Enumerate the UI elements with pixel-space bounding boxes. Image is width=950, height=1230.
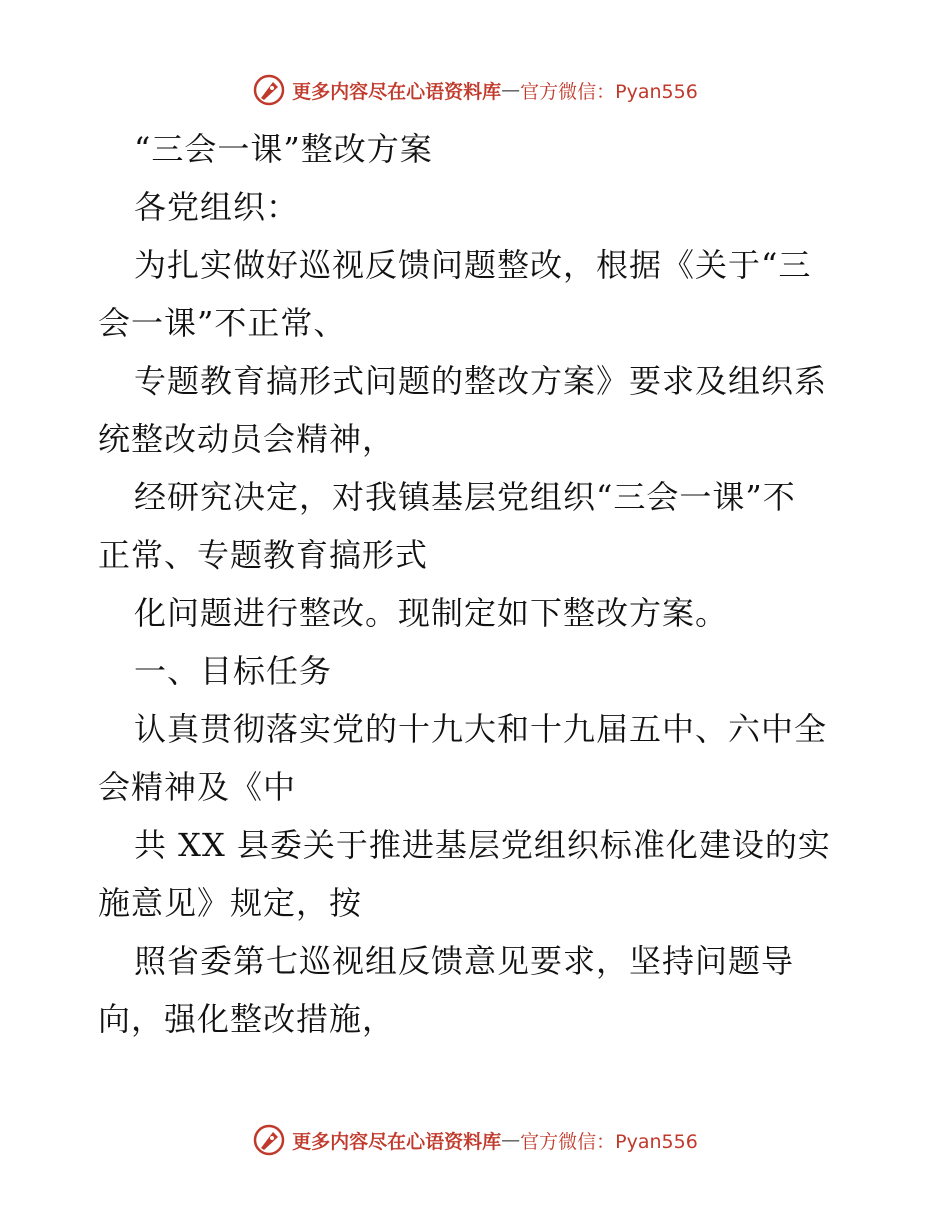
pen-nib-logo-icon	[252, 1123, 286, 1157]
text-line: 照省委第七巡视组反馈意见要求，坚持问题导	[134, 942, 795, 980]
text-line: 共 XX 县委关于推进基层党组织标准化建设的实	[134, 826, 831, 864]
text-line: 化问题进行整改。现制定如下整改方案。	[134, 594, 729, 632]
watermark-separator: —	[501, 1129, 521, 1151]
document-title: “三会一课”整改方案	[134, 130, 433, 168]
document-body	[98, 120, 868, 1048]
text-line: 统整改动员会精神，	[98, 420, 396, 458]
text-line: 向，强化整改措施，	[98, 1000, 396, 1038]
watermark-separator: —	[501, 79, 521, 101]
text-line: 会一课”不正常、	[98, 304, 347, 342]
watermark-brand: 更多内容尽在心语资料库	[292, 80, 502, 103]
text-line: 为扎实做好巡视反馈问题整改，根据《关于“三	[134, 246, 812, 284]
text-line: 正常、专题教育搞形式	[98, 536, 429, 574]
watermark-wechat: 官方微信：Pyan556	[520, 80, 698, 103]
watermark-brand: 更多内容尽在心语资料库	[292, 1130, 502, 1153]
text-line: 会精神及《中	[98, 768, 297, 806]
section-heading: 一、目标任务	[134, 652, 333, 690]
pen-nib-logo-icon	[252, 73, 286, 107]
text-line: 认真贯彻落实党的十九大和十九届五中、六中全	[134, 710, 828, 748]
footer-watermark	[0, 1120, 950, 1160]
text-line: 专题教育搞形式问题的整改方案》要求及组织系	[134, 362, 828, 400]
header-watermark	[0, 70, 950, 110]
text-line: 经研究决定，对我镇基层党组织“三会一课”不	[134, 478, 796, 516]
watermark-wechat: 官方微信：Pyan556	[520, 1130, 698, 1153]
text-line: 施意见》规定，按	[98, 884, 363, 922]
salutation: 各党组织：	[134, 188, 300, 226]
